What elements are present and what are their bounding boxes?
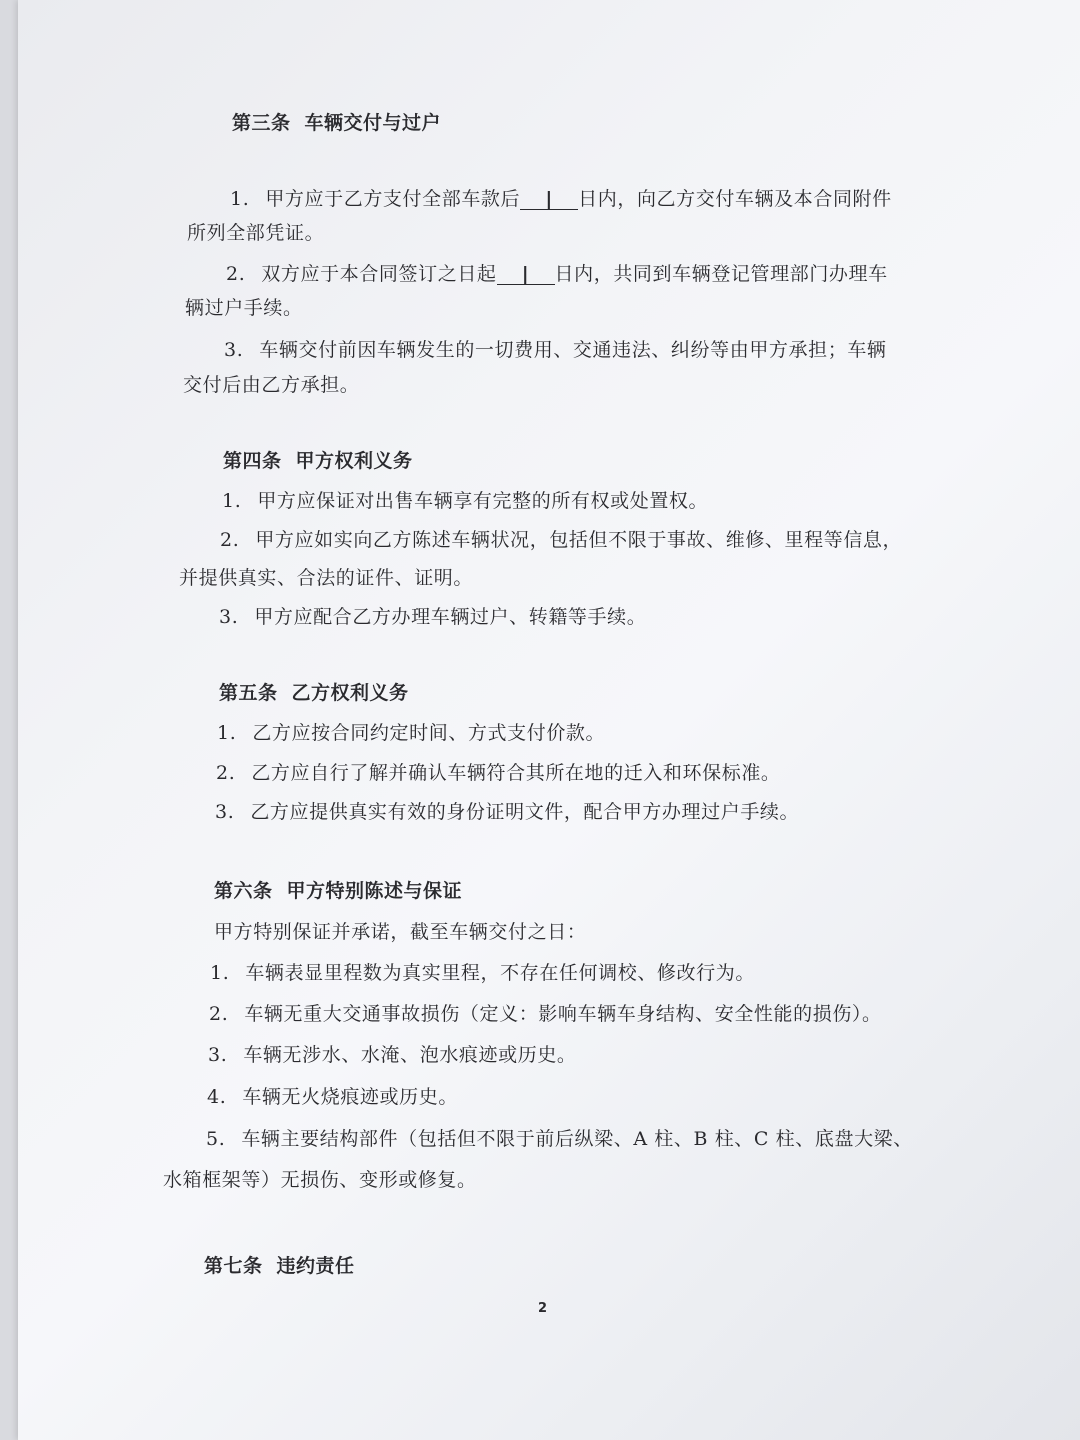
clause-3-2-line1 [226, 259, 888, 286]
clause-5-3 [215, 797, 799, 824]
section-title: 车辆交付与过户 [304, 112, 442, 134]
item-number: 1. [217, 722, 237, 744]
clause-6-4 [207, 1082, 458, 1109]
clause-3-1-line2: 所列全部凭证。 [187, 222, 325, 244]
clause-text: 甲方应于乙方支付全部车款后 [265, 188, 521, 210]
clause-6-1 [210, 958, 755, 985]
item-number: 1. [222, 490, 242, 512]
section-3-heading [232, 108, 441, 135]
clause-text: 乙方应按合同约定时间、方式支付价款。 [252, 722, 606, 744]
clause-text: 车辆无涉水、水淹、泡水痕迹或历史。 [243, 1044, 577, 1066]
clause-text: 日内，共同到车辆登记管理部门办理车 [554, 263, 888, 285]
section-title: 甲方权利义务 [295, 450, 413, 472]
item-number: 2. [226, 263, 246, 285]
item-number: 3. [219, 606, 239, 628]
item-number: 2. [220, 529, 240, 551]
clause-text: 车辆表显里程数为真实里程，不存在任何调校、修改行为。 [245, 962, 755, 984]
section-4-heading [223, 446, 413, 473]
section-5-heading [219, 678, 409, 705]
section-number: 第七条 [204, 1255, 263, 1277]
clause-3-1-line1 [230, 184, 892, 211]
page-content [18, 0, 1080, 1440]
section-title: 甲方特别陈述与保证 [286, 880, 463, 902]
section-6-heading [214, 876, 462, 903]
clause-6-5-line2: 水箱框架等）无损伤、变形或修复。 [163, 1169, 477, 1191]
item-number: 4. [207, 1086, 227, 1108]
clause-text: 车辆无重大交通事故损伤（定义：影响车辆车身结构、安全性能的损伤）。 [244, 1003, 882, 1025]
section-number: 第四条 [223, 450, 282, 472]
item-number: 2. [216, 762, 236, 784]
item-number: 2. [209, 1003, 229, 1025]
clause-4-2-line2: 并提供真实、合法的证件、证明。 [179, 567, 474, 589]
fill-in-blank: | [497, 265, 555, 285]
item-number: 3. [215, 801, 235, 823]
clause-3-2-line2: 辆过户手续。 [185, 297, 303, 319]
item-number: 3. [208, 1044, 228, 1066]
clause-text: 甲方应配合乙方办理车辆过户、转籍等手续。 [254, 606, 647, 628]
fill-in-blank: | [520, 190, 578, 210]
clause-text: 车辆无火烧痕迹或历史。 [242, 1086, 458, 1108]
item-number: 3. [224, 339, 244, 361]
clause-text: 乙方应提供真实有效的身份证明文件，配合甲方办理过户手续。 [250, 801, 800, 823]
clause-6-2 [209, 999, 882, 1026]
clause-6-3 [208, 1040, 577, 1067]
section-title: 违约责任 [276, 1255, 355, 1277]
clause-text: 甲方应如实向乙方陈述车辆状况，包括但不限于事故、维修、里程等信息， [255, 529, 903, 551]
clause-text: 甲方应保证对出售车辆享有完整的所有权或处置权。 [257, 490, 709, 512]
clause-text: 乙方应自行了解并确认车辆符合其所在地的迁入和环保标准。 [251, 762, 781, 784]
section-number: 第三条 [232, 112, 291, 134]
clause-text: 车辆交付前因车辆发生的一切费用、交通违法、纠纷等由甲方承担；车辆 [259, 339, 887, 361]
clause-text: 日内，向乙方交付车辆及本合同附件 [578, 188, 892, 210]
section-number: 第六条 [214, 880, 273, 902]
section-6-intro: 甲方特别保证并承诺，截至车辆交付之日： [214, 921, 587, 943]
clause-5-2 [216, 758, 781, 785]
clause-6-5-line1 [206, 1124, 913, 1151]
clause-3-3-line2: 交付后由乙方承担。 [183, 374, 360, 396]
clause-text: 车辆主要结构部件（包括但不限于前后纵梁、A 柱、B 柱、C 柱、底盘大梁、 [241, 1128, 913, 1150]
section-7-heading [204, 1251, 355, 1278]
item-number: 5. [206, 1128, 226, 1150]
clause-4-3 [219, 602, 646, 629]
item-number: 1. [210, 962, 230, 984]
clause-4-1 [222, 486, 708, 513]
clause-3-3-line1 [224, 335, 887, 362]
clause-5-1 [217, 718, 605, 745]
contract-page [18, 0, 1080, 1440]
page-number: 2 [538, 1301, 548, 1316]
section-number: 第五条 [219, 682, 278, 704]
clause-text: 双方应于本合同签订之日起 [261, 263, 497, 285]
clause-4-2-line1 [220, 525, 902, 552]
section-title: 乙方权利义务 [291, 682, 409, 704]
item-number: 1. [230, 188, 250, 210]
